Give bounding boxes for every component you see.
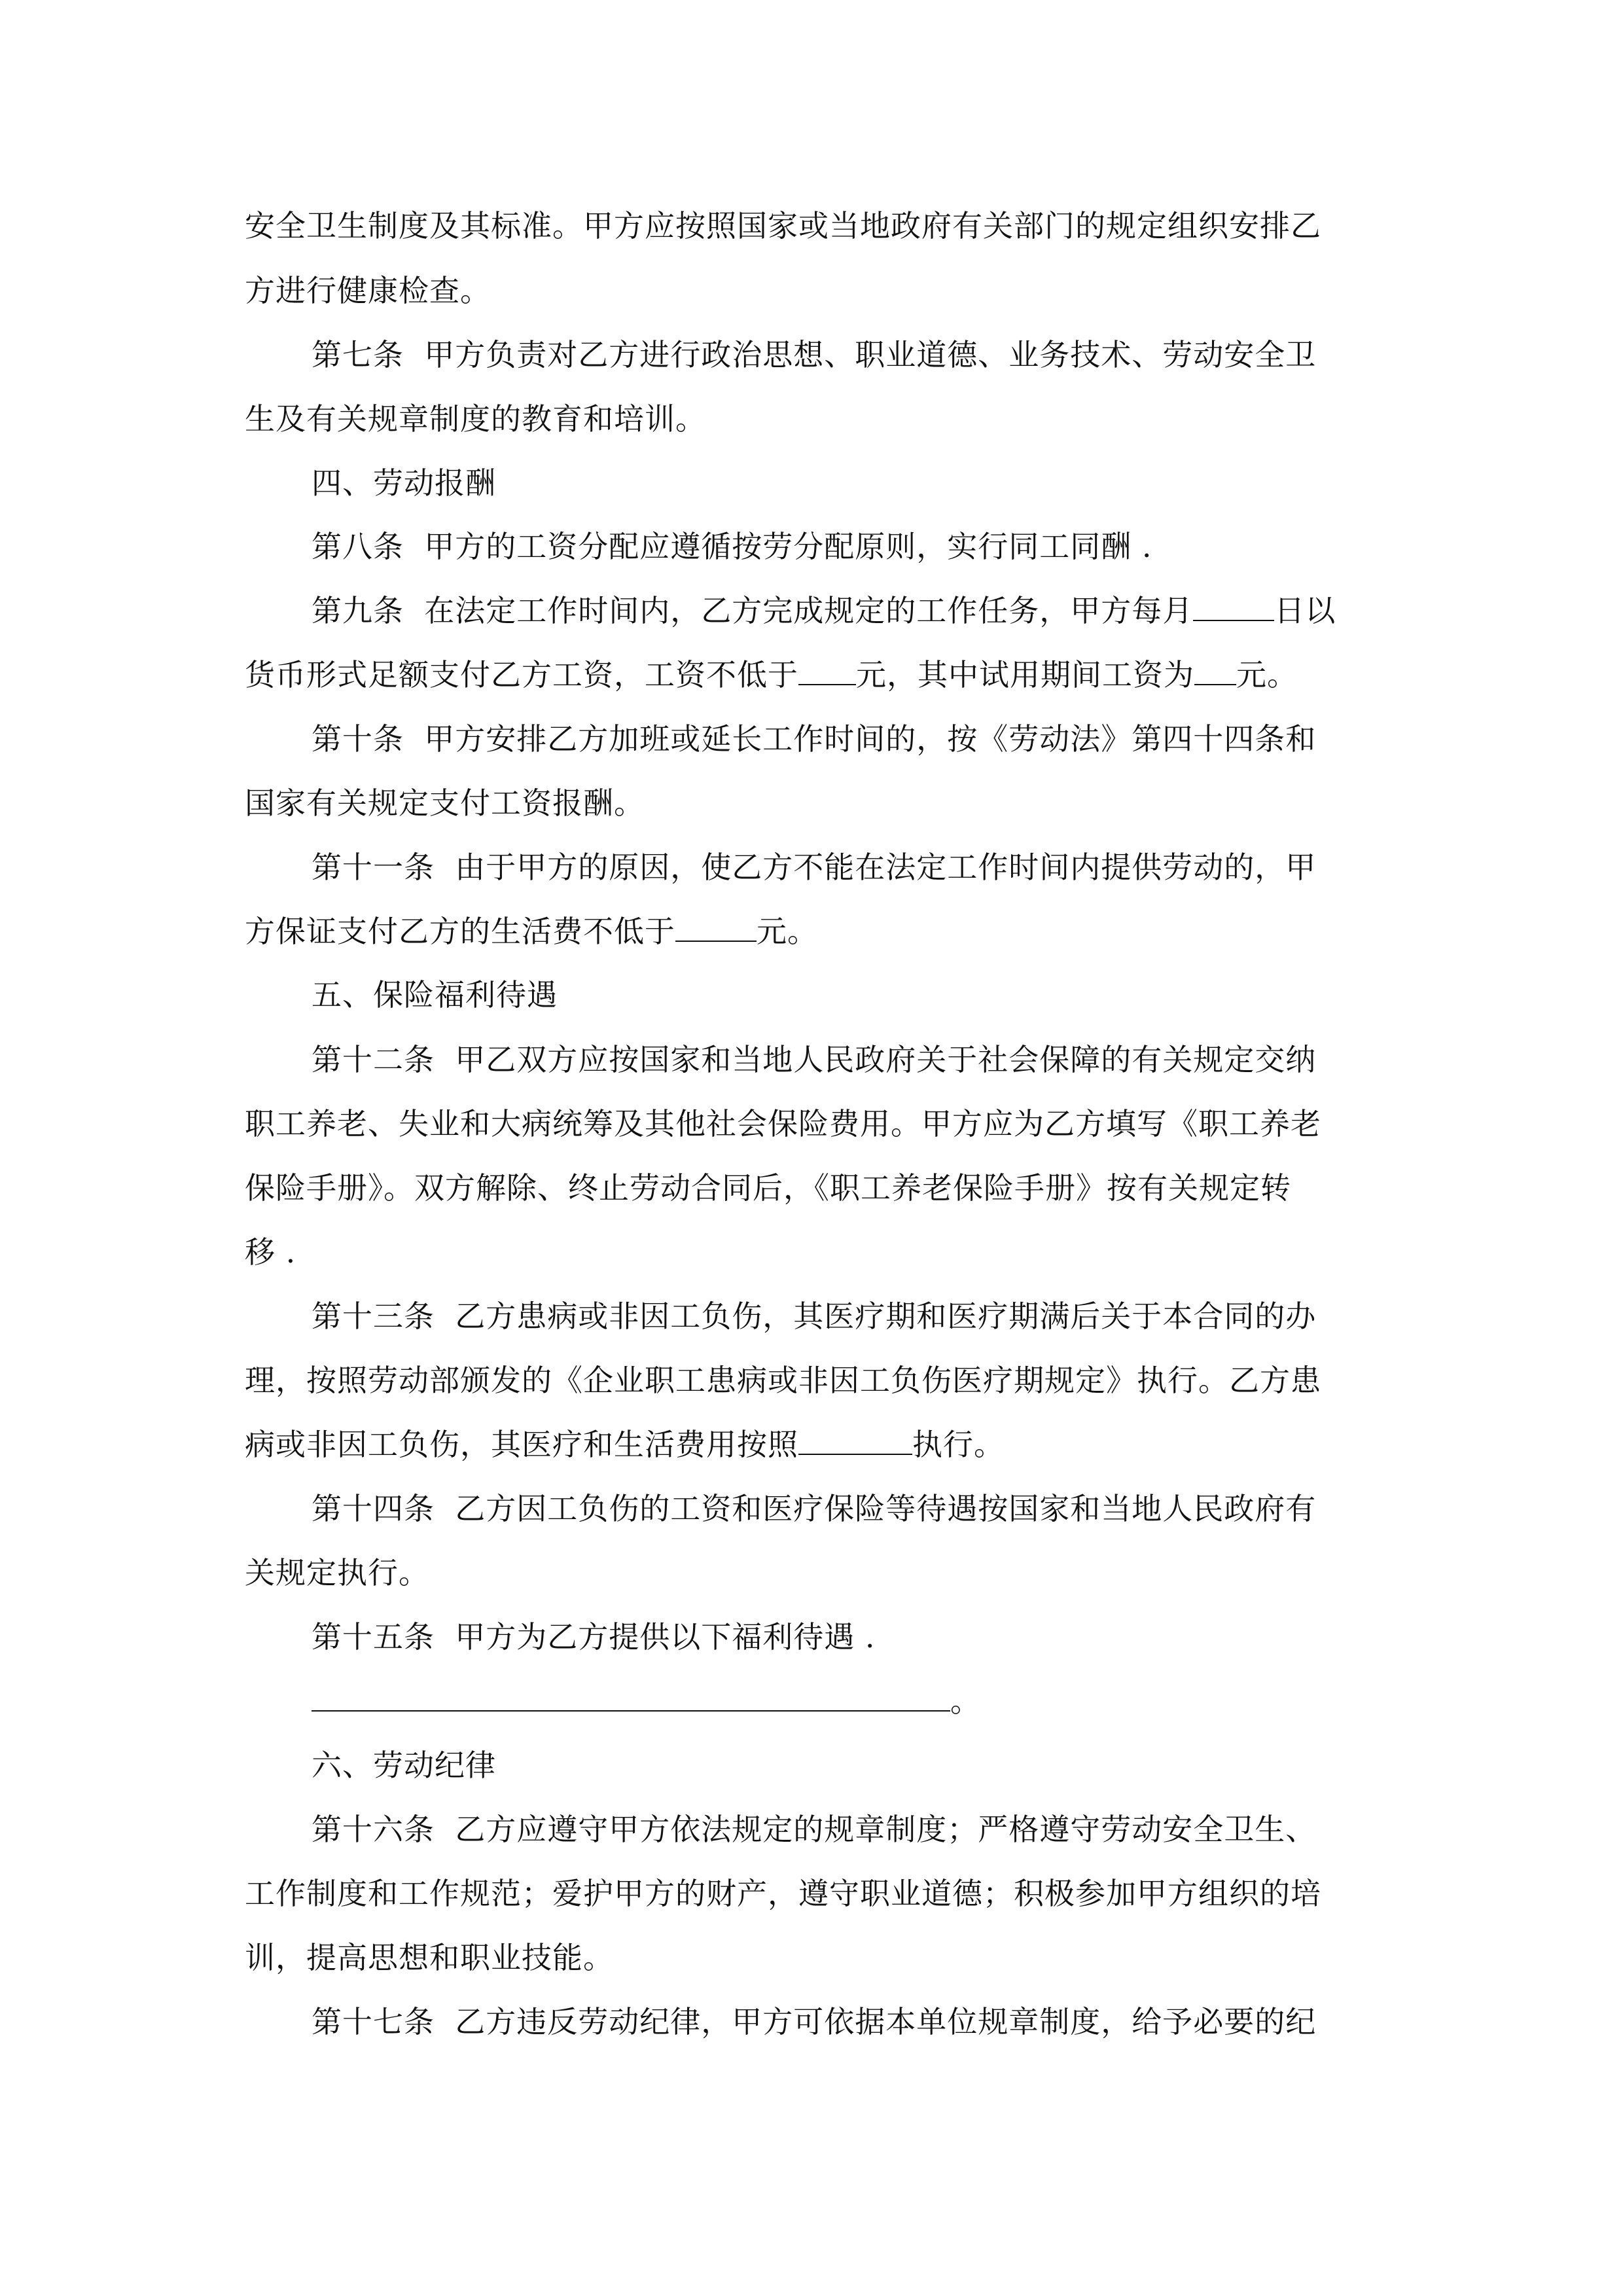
text-span: 理，按照劳动部颁发的《企业职工患病或非因工负伤医疗期规定》执行。乙方患: [245, 1363, 1321, 1398]
text-span: 元。: [1236, 657, 1298, 692]
blank-field-wage[interactable]: [798, 655, 856, 685]
text-span: 第十六条 乙方应遵守甲方依法规定的规章制度；严格遵守劳动安全卫生、: [312, 1812, 1317, 1847]
paragraph-line: [245, 1553, 429, 1592]
paragraph-line: [245, 1361, 1321, 1400]
text-span: 第十条 甲方安排乙方加班或延长工作时间的，按《劳动法》第四十四条和: [312, 721, 1317, 757]
paragraph-line: [245, 1168, 1291, 1208]
section-heading-5: [312, 975, 558, 1014]
article-10-line: [312, 719, 1316, 759]
text-span: 日以: [1274, 593, 1336, 628]
blank-field-day[interactable]: [1193, 591, 1274, 621]
heading-text: 四、劳动报酬: [312, 465, 496, 501]
text-span: 第十一条 由于甲方的原因，使乙方不能在法定工作时间内提供劳动的，甲: [312, 850, 1317, 885]
text-span: 货币形式足额支付乙方工资，工资不低于: [245, 657, 798, 692]
text-span: 关规定执行。: [245, 1555, 429, 1590]
text-span: 。: [950, 1683, 981, 1719]
paragraph-line: [245, 1874, 1321, 1913]
text-span: 第九条 在法定工作时间内，乙方完成规定的工作任务，甲方每月: [312, 593, 1194, 628]
paragraph-line: [245, 1232, 296, 1272]
article-16-line: [312, 1810, 1316, 1849]
text-span: 元。: [757, 914, 818, 949]
text-span: 保险手册》。双方解除、终止劳动合同后，《职工养老保险手册》按有关规定转: [245, 1170, 1291, 1206]
text-span: 安全卫生制度及其标准。甲方应按照国家或当地政府有关部门的规定组织安排乙: [245, 208, 1321, 243]
text-span: 病或非因工负伤，其医疗和生活费用按照: [245, 1427, 798, 1462]
article-11-line: [312, 848, 1316, 887]
paragraph-line: [245, 399, 706, 439]
text-span: 第七条 甲方负责对乙方进行政治思想、职业道德、业务技术、劳动安全卫: [312, 337, 1317, 372]
section-heading-6: [312, 1746, 496, 1785]
blank-field-living-allowance[interactable]: [675, 912, 757, 942]
text-span: 方保证支付乙方的生活费不低于: [245, 914, 675, 949]
blank-field-benefits[interactable]: [312, 1681, 950, 1712]
article-7-line: [312, 335, 1316, 374]
text-span: 移 .: [245, 1234, 296, 1270]
article-17-line: [312, 2002, 1316, 2041]
text-span: 元，其中试用期间工资为: [856, 657, 1194, 692]
text-span: 职工养老、失业和大病统筹及其他社会保险费用。甲方应为乙方填写《职工养老: [245, 1106, 1321, 1141]
text-span: 训，提高思想和职业技能。: [245, 1940, 614, 1975]
article-12-line: [312, 1040, 1316, 1079]
benefits-blank-line: [312, 1681, 981, 1721]
text-span: 第十三条 乙方患病或非因工负伤，其医疗期和医疗期满后关于本合同的办: [312, 1299, 1317, 1334]
article-13-line: [312, 1297, 1316, 1336]
section-heading-4: [312, 463, 496, 503]
text-span: 生及有关规章制度的教育和培训。: [245, 401, 706, 437]
heading-text: 六、劳动纪律: [312, 1748, 496, 1783]
text-span: 第八条 甲方的工资分配应遵循按劳分配原则，实行同工同酬 .: [312, 529, 1152, 564]
paragraph-line: [245, 783, 645, 823]
text-span: 国家有关规定支付工资报酬。: [245, 785, 645, 821]
article-9-line: [312, 591, 1336, 630]
paragraph-line: [245, 1938, 614, 1977]
paragraph-line: [245, 271, 491, 310]
text-span: 第十七条 乙方违反劳动纪律，甲方可依据本单位规章制度，给予必要的纪: [312, 2004, 1317, 2039]
article-15-line: [312, 1617, 876, 1657]
heading-text: 五、保险福利待遇: [312, 977, 558, 1013]
text-span: 第十五条 甲方为乙方提供以下福利待遇 .: [312, 1619, 876, 1655]
paragraph-line: [245, 1425, 1005, 1464]
text-span: 第十四条 乙方因工负伤的工资和医疗保险等待遇按国家和当地人民政府有: [312, 1491, 1317, 1526]
paragraph-line: [245, 206, 1321, 245]
article-8-line: [312, 527, 1152, 566]
text-span: 方进行健康检查。: [245, 273, 491, 308]
article-14-line: [312, 1489, 1316, 1528]
text-span: 执行。: [912, 1427, 1005, 1462]
text-span: 工作制度和工作规范；爱护甲方的财产，遵守职业道德；积极参加甲方组织的培: [245, 1876, 1321, 1911]
paragraph-line: [245, 912, 818, 951]
paragraph-line: [245, 1104, 1321, 1143]
blank-field-probation-wage[interactable]: [1194, 655, 1236, 685]
blank-field-medical-standard[interactable]: [798, 1425, 912, 1455]
text-span: 第十二条 甲乙双方应按国家和当地人民政府关于社会保障的有关规定交纳: [312, 1042, 1317, 1077]
document-page: [245, 0, 1378, 2296]
paragraph-line: [245, 655, 1298, 694]
